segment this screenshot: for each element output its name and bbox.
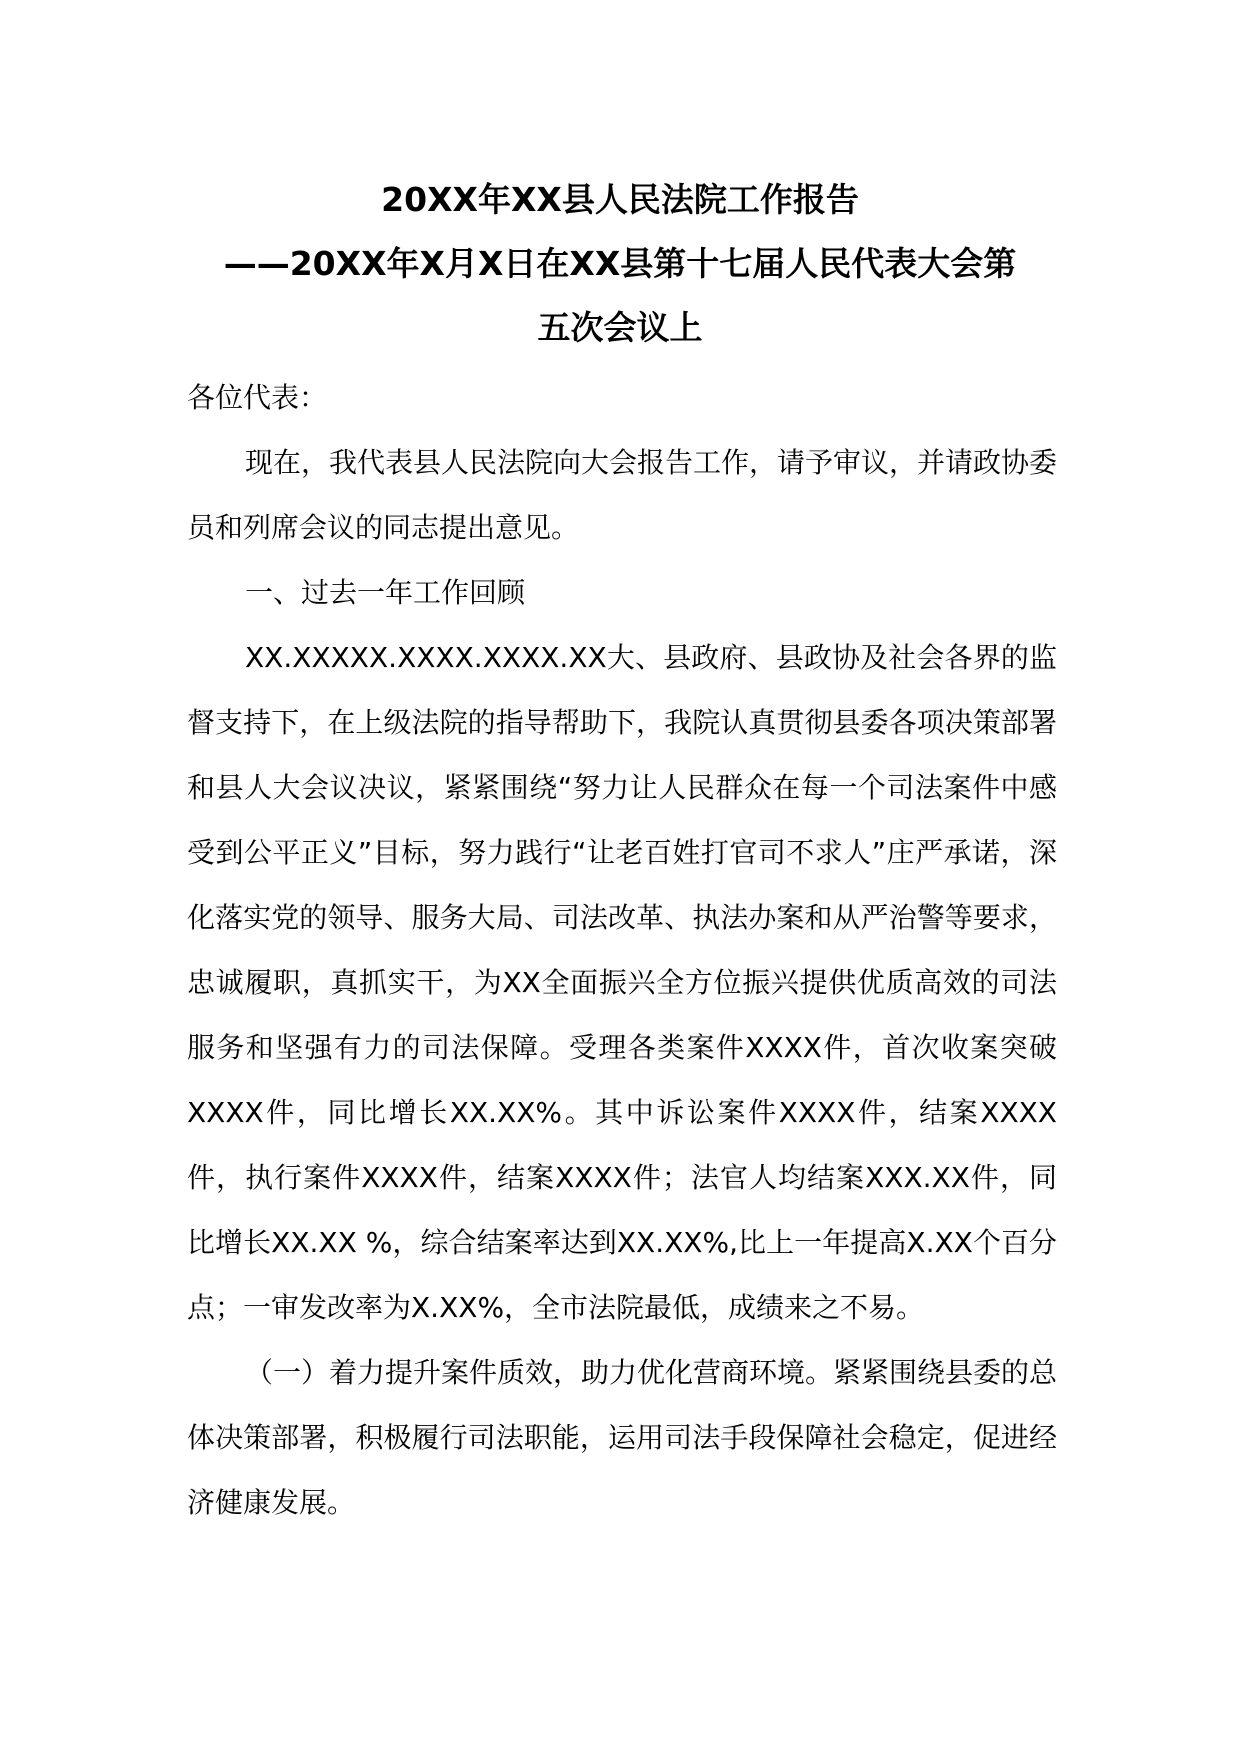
- section-heading: 一、过去一年工作回顾: [245, 576, 526, 609]
- paragraph-review: XX.XXXXX.XXXX.XXXX.XX大、县政府、县政协及社会各界的监督支持下，在上级法院的指导帮助下，我院认真贯彻县委各项决策部署和县人大会议决议，紧紧围绕“努力让人民群众在每一个司法案件中感受到公平正义”目标，努力践行“让老百姓打官司不求人”庄严承诺，深化落实党的领导、服务大局、司法改革、执法办案和从严治警等要求，忠诚履职，真抓实干，为XX全面振兴全方位振兴提供优质高效的司法服务和坚强有力的司法保障。受理各类案件XXXX件，首次收案突破XXXX件，同比增长XX.XX%。其中诉讼案件XXXX件，结案XXXX件，执行案件XXXX件，结案XXXX件；法官人均结案XXX.XX件，同比增长XX.XX %，综合结案率达到XX.XX%,比上一年提高X.XX个百分点；一审发改率为X.XX%，全市法院最低，成绩来之不易。: [187, 641, 1057, 1324]
- document-body: [187, 365, 1057, 1535]
- document-title: [160, 168, 1080, 360]
- salutation: 各位代表：: [187, 381, 328, 414]
- paragraph-intro: 现在，我代表县人民法院向大会报告工作，请予审议，并请政协委员和列席会议的同志提出意见。: [187, 446, 1058, 544]
- title-line-3: 五次会议上: [537, 308, 703, 347]
- title-line-1: 20XX年XX县人民法院工作报告: [381, 180, 859, 219]
- paragraph-subsection-1: （一）着力提升案件质效，助力优化营商环境。紧紧围绕县委的总体决策部署，积极履行司法职能，运用司法手段保障社会稳定，促进经济健康发展。: [187, 1356, 1058, 1519]
- title-line-2: ——20XX年X月X日在XX县第十七届人民代表大会第: [223, 244, 1017, 283]
